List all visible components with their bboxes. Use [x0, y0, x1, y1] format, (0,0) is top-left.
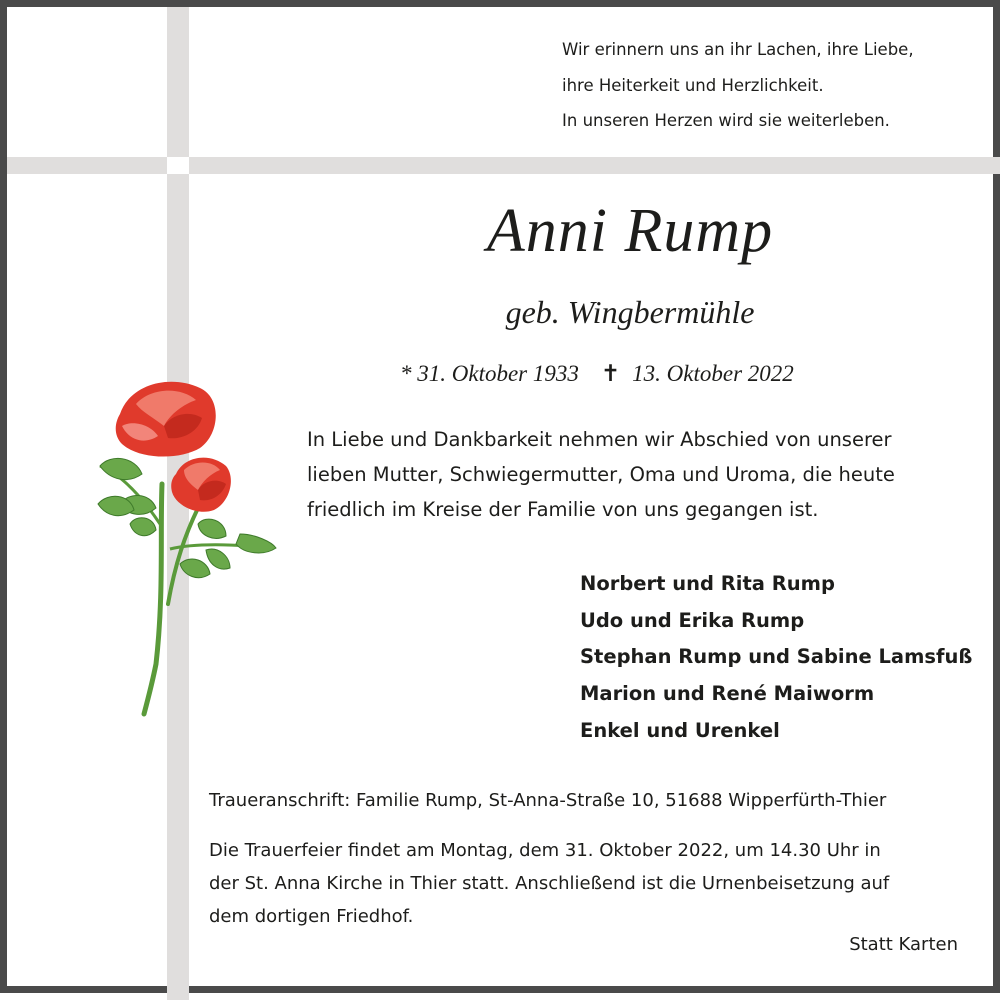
- cross-horizontal-bar: [7, 157, 1000, 174]
- memorial-quote: [562, 32, 982, 139]
- farewell-text: [307, 422, 987, 527]
- birth-date: * 31. Oktober 1933: [400, 361, 579, 386]
- ceremony-line: dem dortigen Friedhof.: [209, 906, 414, 927]
- quote-line: In unseren Herzen wird sie weiterleben.: [562, 111, 890, 130]
- closing-note: Statt Karten: [849, 934, 958, 955]
- life-dates: [400, 361, 870, 387]
- family-member: Udo und Erika Rump: [580, 608, 805, 632]
- farewell-line: friedlich im Kreise der Familie von uns gegangen ist.: [307, 498, 819, 521]
- cross-intersection: [167, 157, 189, 174]
- death-date: 13. Oktober 2022: [632, 361, 794, 386]
- farewell-line: In Liebe und Dankbarkeit nehmen wir Abschied von unserer: [307, 428, 892, 451]
- family-member: Enkel und Urenkel: [580, 718, 780, 742]
- ceremony-line: Die Trauerfeier findet am Montag, dem 31. Oktober 2022, um 14.30 Uhr in: [209, 840, 881, 861]
- family-list: [580, 566, 980, 750]
- rose-illustration: [80, 374, 280, 719]
- ceremony-info: [209, 834, 989, 933]
- family-member: Stephan Rump und Sabine Lamsfuß: [580, 645, 973, 669]
- family-member: Norbert und Rita Rump: [580, 572, 835, 595]
- quote-line: Wir erinnern uns an ihr Lachen, ihre Liebe,: [562, 40, 914, 59]
- ceremony-line: der St. Anna Kirche in Thier statt. Anschließend ist die Urnenbeisetzung auf: [209, 873, 890, 894]
- death-cross-icon: ✝: [600, 361, 621, 386]
- mourning-address: Traueranschrift: Familie Rump, St-Anna-Straße 10, 51688 Wipperfürth-Thier: [209, 790, 887, 811]
- farewell-line: lieben Mutter, Schwiegermutter, Oma und Uroma, die heute: [307, 463, 895, 486]
- deceased-name: Anni Rump: [486, 197, 774, 265]
- birth-name: geb. Wingbermühle: [505, 294, 755, 330]
- family-member: Marion und René Maiworm: [580, 682, 875, 706]
- quote-line: ihre Heiterkeit und Herzlichkeit.: [562, 75, 824, 95]
